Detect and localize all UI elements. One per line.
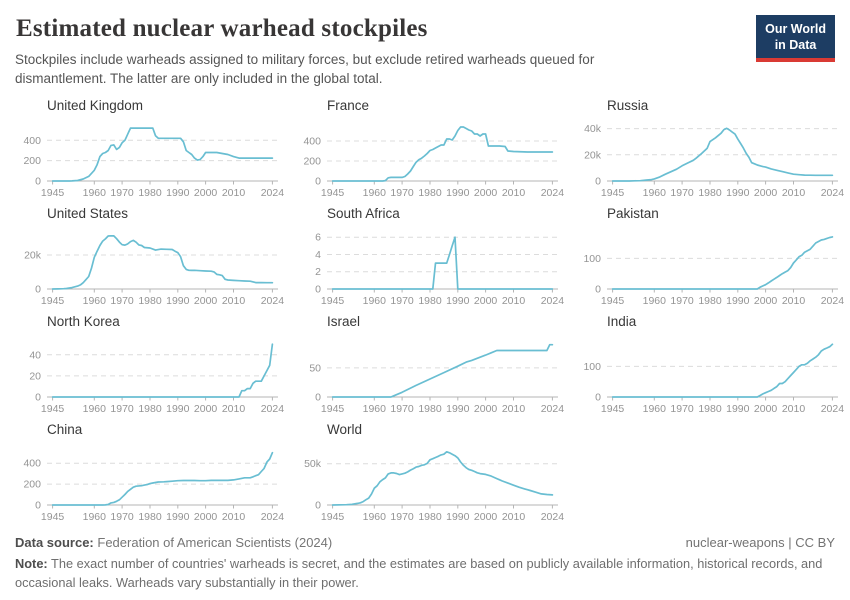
x-tick-label: 1990 (446, 295, 470, 308)
x-tick-label: 2024 (540, 187, 565, 200)
facet-world (295, 422, 568, 527)
facet-title-pakistan: Pakistan (607, 206, 659, 222)
x-tick-label: 2000 (473, 403, 498, 416)
x-tick-label: 1960 (82, 403, 106, 416)
x-tick-label: 1945 (600, 403, 625, 416)
x-tick-label: 1970 (670, 187, 694, 200)
line-series (53, 236, 273, 289)
x-tick-label: 2024 (820, 295, 845, 308)
x-tick-label: 1990 (726, 187, 750, 200)
x-tick-label: 2000 (473, 511, 498, 524)
line-series (613, 345, 833, 398)
chart-pakistan (575, 223, 848, 311)
y-tick-label: 0 (595, 391, 601, 404)
x-tick-label: 2024 (260, 187, 285, 200)
facet-title-china: China (47, 422, 83, 438)
y-tick-label: 200 (303, 155, 321, 168)
x-tick-label: 1960 (82, 295, 106, 308)
attribution: nuclear-weapons | CC BY (685, 535, 835, 551)
x-tick-label: 2010 (221, 403, 246, 416)
x-tick-label: 2000 (753, 295, 778, 308)
y-tick-label: 0 (35, 391, 41, 404)
x-tick-label: 2010 (221, 187, 246, 200)
x-tick-label: 1945 (600, 295, 625, 308)
y-tick-label: 50 (309, 362, 321, 375)
facet-india (575, 314, 848, 419)
x-tick-label: 2024 (540, 295, 565, 308)
line-series (53, 453, 273, 505)
facet-north-korea (15, 314, 288, 419)
x-tick-label: 2024 (820, 187, 845, 200)
owid-logo-line1: Our World (765, 22, 826, 36)
x-tick-label: 1970 (110, 187, 134, 200)
x-tick-label: 1970 (110, 403, 134, 416)
line-series (333, 345, 553, 397)
x-tick-label: 1980 (698, 295, 722, 308)
x-tick-label: 1970 (110, 295, 134, 308)
x-tick-label: 1990 (446, 403, 470, 416)
line-series (333, 452, 553, 505)
data-source-label: Data source: (15, 535, 94, 551)
x-tick-label: 1980 (138, 403, 162, 416)
x-tick-label: 1980 (138, 295, 162, 308)
x-tick-label: 2010 (501, 295, 526, 308)
line-series (613, 237, 833, 289)
note-text: The exact number of countries' warheads is secret, and the estimates are based on publicly available information, historical records, and occasional leaks. Warheads vary substantially in their power. (15, 556, 823, 590)
x-tick-label: 2024 (260, 403, 285, 416)
x-tick-label: 2010 (781, 187, 806, 200)
facet-france (295, 98, 568, 203)
x-tick-label: 1970 (390, 511, 414, 524)
x-tick-label: 2010 (221, 511, 246, 524)
x-tick-label: 1960 (642, 187, 666, 200)
facet-title-south-africa: South Africa (327, 206, 400, 222)
x-tick-label: 1960 (82, 187, 106, 200)
y-tick-label: 0 (35, 283, 41, 296)
x-tick-label: 1970 (670, 295, 694, 308)
x-tick-label: 1960 (362, 187, 386, 200)
y-tick-label: 200 (23, 155, 41, 168)
x-tick-label: 1980 (418, 187, 442, 200)
facet-united-states (15, 206, 288, 311)
owid-logo[interactable] (756, 15, 835, 62)
chart-world (295, 439, 568, 527)
x-tick-label: 1990 (726, 295, 750, 308)
y-tick-label: 0 (315, 391, 321, 404)
x-tick-label: 1980 (698, 403, 722, 416)
x-tick-label: 1990 (166, 511, 190, 524)
x-tick-label: 1990 (726, 403, 750, 416)
facet-title-israel: Israel (327, 314, 361, 330)
page-title: Estimated nuclear warhead stockpiles (16, 15, 428, 42)
facet-title-world: World (327, 422, 363, 438)
x-tick-label: 2010 (781, 403, 806, 416)
x-tick-label: 1990 (166, 187, 190, 200)
y-tick-label: 2 (315, 266, 321, 279)
x-tick-label: 2010 (501, 187, 526, 200)
chart-north-korea (15, 331, 288, 419)
x-tick-label: 1980 (418, 403, 442, 416)
y-tick-label: 20k (584, 149, 601, 162)
x-tick-label: 2000 (193, 295, 218, 308)
y-tick-label: 0 (595, 175, 601, 188)
x-tick-label: 2024 (540, 403, 565, 416)
x-tick-label: 2024 (260, 511, 285, 524)
x-tick-label: 1960 (362, 295, 386, 308)
facet-title-india: India (607, 314, 637, 330)
y-tick-label: 400 (23, 458, 41, 471)
facet-russia (575, 98, 848, 203)
y-tick-label: 40k (584, 123, 601, 136)
y-tick-label: 40 (29, 349, 41, 362)
note-label: Note: (15, 556, 48, 572)
facet-title-united-states: United States (47, 206, 129, 222)
footer (15, 535, 835, 550)
x-tick-label: 2024 (540, 511, 565, 524)
x-tick-label: 1990 (446, 511, 470, 524)
facet-israel (295, 314, 568, 419)
facet-united-kingdom (15, 98, 288, 203)
x-tick-label: 1945 (600, 187, 625, 200)
x-tick-label: 1960 (642, 295, 666, 308)
x-tick-label: 2000 (753, 403, 778, 416)
x-tick-label: 2000 (193, 511, 218, 524)
x-tick-label: 2000 (193, 403, 218, 416)
x-tick-label: 1960 (362, 511, 386, 524)
x-tick-label: 2000 (193, 187, 218, 200)
x-tick-label: 1945 (40, 403, 65, 416)
header (15, 15, 835, 88)
facet-title-united-kingdom: United Kingdom (47, 98, 144, 114)
y-tick-label: 200 (23, 478, 41, 491)
facet-grid (15, 98, 845, 527)
note (15, 555, 827, 592)
y-tick-label: 0 (595, 283, 601, 296)
facet-title-france: France (327, 98, 370, 114)
y-tick-label: 20 (29, 370, 41, 383)
y-tick-label: 4 (315, 249, 321, 262)
y-tick-label: 100 (583, 361, 601, 374)
x-tick-label: 1945 (320, 187, 345, 200)
x-tick-label: 1980 (418, 511, 442, 524)
x-tick-label: 2024 (820, 403, 845, 416)
data-source-value: Federation of American Scientists (2024) (97, 535, 333, 551)
x-tick-label: 2000 (473, 295, 498, 308)
x-tick-label: 2010 (221, 295, 246, 308)
x-tick-label: 1970 (390, 187, 414, 200)
y-tick-label: 0 (315, 175, 321, 188)
x-tick-label: 1980 (138, 187, 162, 200)
x-tick-label: 1960 (362, 403, 386, 416)
x-tick-label: 2000 (753, 187, 778, 200)
x-tick-label: 2024 (260, 295, 285, 308)
x-tick-label: 1990 (446, 187, 470, 200)
line-series (333, 127, 553, 181)
chart-france (295, 115, 568, 203)
chart-india (575, 331, 848, 419)
facet-title-russia: Russia (607, 98, 649, 114)
page-subtitle: Stockpiles include warheads assigned to military forces, but exclude retired warheads queued for dismantlement. The latter are only included in the global total. (15, 52, 595, 87)
x-tick-label: 1960 (642, 403, 666, 416)
facet-china (15, 422, 288, 527)
facet-pakistan (575, 206, 848, 311)
chart-united-kingdom (15, 115, 288, 203)
y-tick-label: 6 (315, 232, 321, 245)
x-tick-label: 1990 (166, 295, 190, 308)
x-tick-label: 2010 (781, 295, 806, 308)
y-tick-label: 400 (23, 135, 41, 148)
y-tick-label: 400 (303, 135, 321, 148)
y-tick-label: 50k (304, 458, 321, 471)
x-tick-label: 1980 (698, 187, 722, 200)
x-tick-label: 2000 (473, 187, 498, 200)
x-tick-label: 2010 (501, 403, 526, 416)
x-tick-label: 1980 (418, 295, 442, 308)
y-tick-label: 20k (24, 249, 41, 262)
x-tick-label: 1970 (670, 403, 694, 416)
facet-south-africa (295, 206, 568, 311)
x-tick-label: 1945 (40, 295, 65, 308)
line-series (53, 128, 273, 181)
owid-logo-line2: in Data (774, 38, 817, 53)
y-tick-label: 100 (583, 253, 601, 266)
data-source (15, 535, 332, 550)
x-tick-label: 1945 (320, 511, 345, 524)
x-tick-label: 1945 (40, 511, 65, 524)
chart-united-states (15, 223, 288, 311)
x-tick-label: 1945 (40, 187, 65, 200)
x-tick-label: 1945 (320, 295, 345, 308)
facet-title-north-korea: North Korea (47, 314, 120, 330)
chart-china (15, 439, 288, 527)
x-tick-label: 1970 (390, 295, 414, 308)
x-tick-label: 1970 (110, 511, 134, 524)
x-tick-label: 1970 (390, 403, 414, 416)
x-tick-label: 2010 (501, 511, 526, 524)
chart-south-africa (295, 223, 568, 311)
line-series (53, 345, 273, 398)
y-tick-label: 0 (35, 175, 41, 188)
chart-russia (575, 115, 848, 203)
x-tick-label: 1980 (138, 511, 162, 524)
x-tick-label: 1990 (166, 403, 190, 416)
x-tick-label: 1960 (82, 511, 106, 524)
chart-israel (295, 331, 568, 419)
y-tick-label: 0 (315, 283, 321, 296)
y-tick-label: 0 (315, 499, 321, 512)
y-tick-label: 0 (35, 499, 41, 512)
x-tick-label: 1945 (320, 403, 345, 416)
line-series (333, 238, 553, 290)
